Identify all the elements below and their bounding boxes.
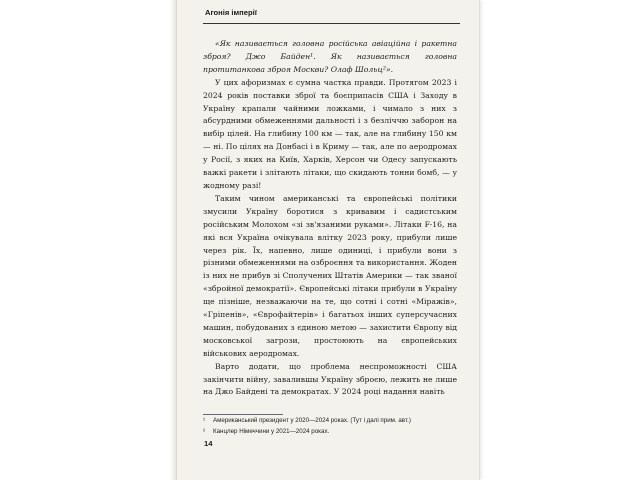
body-paragraph: Таким чином американські та європейські політики змусили Україну боротися з кривавим і садистським російським Молохом «зі зв'язаними руками». Літаки F-16, на які вся Україна очікувала влітку 2023 року, прибули лише через рік. Їх, напевно, лише одиниці, і прибули вони з різними обмеженнями на озброєння та використання. Жоден із них не прибув зі Сполучених Штатів Америки — так званої «збройної демократії». Європейські літаки прибули в Україну ще пізніше, незважаючи на те, що сотні і сотні «Міражів», «Гріпенів», «Єврофайтерів» і багатьох інших суперсучасних машин, побудованих з єдиною метою — захистити Європу від московської загрози, простоюють на європейських військових аеродромах. [203, 193, 457, 358]
footnotes [203, 416, 459, 437]
body-text [203, 38, 457, 399]
footnote-mark: ² [203, 427, 206, 435]
running-head: Агонія імперії [205, 8, 257, 17]
footnote-rule [203, 414, 283, 415]
footnote [203, 427, 459, 438]
footnote-mark: ¹ [203, 417, 206, 424]
footnote-text: Канцлер Німеччини у 2021—2024 роках. [213, 427, 330, 435]
footnote [203, 416, 459, 427]
body-paragraph: У цих афоризмах є сумна частка правди. Протягом 2023 і 2024 років поставки зброї та боєприпасів США і Заходу в Україну крапали чайними ложками, і чимало з них з абсурдними обмеженнями дальності і з безліччю заборон на вибір цілей. На глибину 100 км — так, але на глибину 150 км — ні. По цілях на Донбасі і в Криму — так, але по аеродромах у Росії, з яких на Київ, Харків, Херсон чи Одесу запускають важкі ракети і злітають літаки, що скидають тонни бомб, — у жодному разі! [203, 77, 457, 190]
epigraph-quote-paragraph: «Як називається головна російська авіаційна і ракетна зброя? Джо Байден¹. Як називається головна протитанкова зброя Москви? Олаф Шольц²». [203, 39, 457, 74]
page-number: 14 [204, 439, 213, 448]
body-paragraph: Варто додати, що проблема неспроможності США закінчити війну, завалившы Україну зброєю, лежить не лише на Джо Байдені та демократах. У 2024 році надання навіть [203, 361, 457, 397]
footnote-text: Американський президент у 2020—2024 роках. (Тут і далі прим. авт.) [213, 417, 411, 424]
header-rule [203, 23, 460, 24]
